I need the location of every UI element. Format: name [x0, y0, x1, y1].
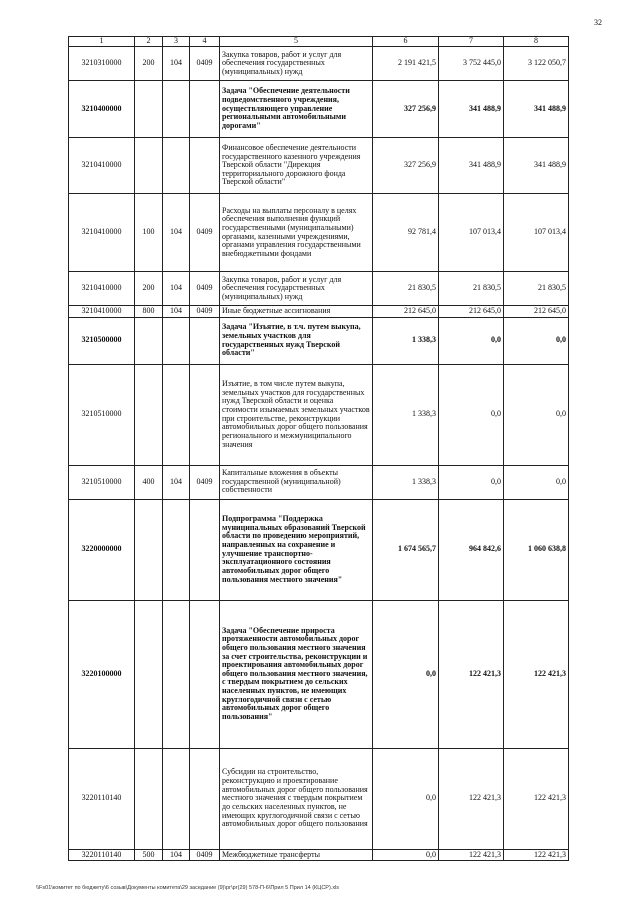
amount-year2-cell: 122 421,3 — [439, 849, 504, 861]
amount-year1-cell: 0,0 — [373, 600, 439, 748]
subsection-cell — [190, 600, 220, 748]
header-cell: 7 — [439, 37, 504, 47]
table-row — [69, 306, 569, 318]
amount-year3-cell: 212 645,0 — [504, 306, 569, 318]
amount-year3-cell: 1 060 638,8 — [504, 499, 569, 600]
expense-type-cell — [135, 499, 163, 600]
header-cell: 2 — [135, 37, 163, 47]
section-cell: 104 — [163, 194, 190, 272]
table-row — [69, 194, 569, 272]
code-cell: 3210500000 — [69, 317, 135, 364]
expense-type-cell: 200 — [135, 272, 163, 306]
expense-type-cell: 200 — [135, 47, 163, 81]
section-cell — [163, 81, 190, 138]
amount-year1-cell: 21 830,5 — [373, 272, 439, 306]
expense-type-cell — [135, 138, 163, 194]
code-cell: 3210410000 — [69, 272, 135, 306]
amount-year1-cell: 1 338,3 — [373, 465, 439, 499]
code-cell: 3210400000 — [69, 81, 135, 138]
code-cell: 3210410000 — [69, 306, 135, 318]
table-row — [69, 138, 569, 194]
amount-year1-cell: 1 338,3 — [373, 317, 439, 364]
description-cell: Задача "Обеспечение деятельности подведомственного учреждения, осуществляющего управление региональными автомобильными дорогами" — [220, 81, 373, 138]
expense-type-cell: 800 — [135, 306, 163, 318]
section-cell — [163, 499, 190, 600]
amount-year1-cell: 1 674 565,7 — [373, 499, 439, 600]
amount-year1-cell: 92 781,4 — [373, 194, 439, 272]
amount-year3-cell: 0,0 — [504, 317, 569, 364]
section-cell — [163, 748, 190, 849]
code-cell: 3220110140 — [69, 748, 135, 849]
amount-year2-cell: 21 830,5 — [439, 272, 504, 306]
description-cell: Расходы на выплаты персоналу в целях обеспечения выполнения функций государственными (муниципальными) органами, казенными учреждениями, органами управления государственными внебюджетными фондами — [220, 194, 373, 272]
description-cell: Финансовое обеспечение деятельности государственного казенного учреждения Тверской области "Дирекция территориального дорожного фонда Тверской области" — [220, 138, 373, 194]
expense-type-cell — [135, 317, 163, 364]
subsection-cell — [190, 499, 220, 600]
amount-year2-cell: 122 421,3 — [439, 748, 504, 849]
table-row — [69, 47, 569, 81]
code-cell: 3210510000 — [69, 364, 135, 465]
subsection-cell: 0409 — [190, 272, 220, 306]
description-cell: Задача "Изъятие, в т.ч. путем выкупа, земельных участков для государственных нужд Тверской области" — [220, 317, 373, 364]
amount-year2-cell: 107 013,4 — [439, 194, 504, 272]
amount-year2-cell: 3 752 445,0 — [439, 47, 504, 81]
code-cell: 3210410000 — [69, 194, 135, 272]
amount-year2-cell: 964 842,6 — [439, 499, 504, 600]
table-row — [69, 849, 569, 861]
description-cell: Субсидии на строительство, реконструкцию и проектирование автомобильных дорог общего пользования местного значения с твердым покрытием до сельских населенных пунктов, не имеющих круглогодичной связи с сетью автомобильных дорог общего пользования — [220, 748, 373, 849]
amount-year3-cell: 341 488,9 — [504, 81, 569, 138]
section-cell — [163, 600, 190, 748]
table-row — [69, 465, 569, 499]
amount-year2-cell: 0,0 — [439, 465, 504, 499]
code-cell: 3220110140 — [69, 849, 135, 861]
amount-year3-cell: 3 122 050,7 — [504, 47, 569, 81]
section-cell: 104 — [163, 306, 190, 318]
description-cell: Подпрограмма "Поддержка муниципальных образований Тверской области по проведению мероприятий, направленных на сохранение и улучшение транспортно-эксплуатационного состояния автомобильных дорог общего пользования местного значения" — [220, 499, 373, 600]
subsection-cell: 0409 — [190, 194, 220, 272]
subsection-cell — [190, 748, 220, 849]
header-cell: 5 — [220, 37, 373, 47]
amount-year3-cell: 122 421,3 — [504, 600, 569, 748]
expense-type-cell — [135, 600, 163, 748]
code-cell: 3220100000 — [69, 600, 135, 748]
table-row — [69, 600, 569, 748]
subsection-cell: 0409 — [190, 47, 220, 81]
table-row — [69, 748, 569, 849]
amount-year1-cell: 0,0 — [373, 849, 439, 861]
description-cell: Задача "Обеспечение прироста протяженности автомобильных дорог общего пользования местного значения за счет строительства, реконструкции и проектирования автомобильных дорог общего пользования местного значения, с твердым покрытием до сельских населенных пунктов, не имеющих круглогодичной связи с сетью автомобильных дорог общего пользования" — [220, 600, 373, 748]
amount-year1-cell: 327 256,9 — [373, 138, 439, 194]
amount-year3-cell: 341 488,9 — [504, 138, 569, 194]
code-cell: 3220000000 — [69, 499, 135, 600]
amount-year1-cell: 2 191 421,5 — [373, 47, 439, 81]
amount-year3-cell: 122 421,3 — [504, 748, 569, 849]
section-cell: 104 — [163, 465, 190, 499]
section-cell — [163, 364, 190, 465]
amount-year1-cell: 1 338,3 — [373, 364, 439, 465]
description-cell: Закупка товаров, работ и услуг для обеспечения государственных (муниципальных) нужд — [220, 47, 373, 81]
table-row — [69, 364, 569, 465]
amount-year3-cell: 122 421,3 — [504, 849, 569, 861]
subsection-cell — [190, 138, 220, 194]
code-cell: 3210410000 — [69, 138, 135, 194]
header-cell: 1 — [69, 37, 135, 47]
code-cell: 3210310000 — [69, 47, 135, 81]
header-cell: 8 — [504, 37, 569, 47]
amount-year2-cell: 341 488,9 — [439, 81, 504, 138]
amount-year3-cell: 0,0 — [504, 465, 569, 499]
amount-year2-cell: 212 645,0 — [439, 306, 504, 318]
table-row — [69, 81, 569, 138]
subsection-cell: 0409 — [190, 465, 220, 499]
budget-table — [68, 36, 569, 861]
amount-year3-cell: 21 830,5 — [504, 272, 569, 306]
section-cell — [163, 317, 190, 364]
file-path-footer: \\Fs01\комитет по бюджету\6 созыв\Документы комитета\29 заседание (9)\рг\рг(29) 578-П-6\Прил 5 Прил 14 (КЦСР).xls — [36, 885, 340, 891]
amount-year2-cell: 0,0 — [439, 317, 504, 364]
amount-year3-cell: 0,0 — [504, 364, 569, 465]
subsection-cell: 0409 — [190, 306, 220, 318]
section-cell — [163, 138, 190, 194]
amount-year1-cell: 0,0 — [373, 748, 439, 849]
code-cell: 3210510000 — [69, 465, 135, 499]
table-row — [69, 272, 569, 306]
description-cell: Изъятие, в том числе путем выкупа, земельных участков для государственных нужд Тверской области и оценка стоимости изымаемых земельных участков при строительстве, реконструкции автомобильных дорог общего пользования регионального и межмуниципального значения — [220, 364, 373, 465]
expense-type-cell: 500 — [135, 849, 163, 861]
expense-type-cell — [135, 81, 163, 138]
amount-year3-cell: 107 013,4 — [504, 194, 569, 272]
section-cell: 104 — [163, 849, 190, 861]
table-row — [69, 317, 569, 364]
expense-type-cell: 400 — [135, 465, 163, 499]
description-cell: Закупка товаров, работ и услуг для обеспечения государственных (муниципальных) нужд — [220, 272, 373, 306]
page-number: 32 — [594, 18, 602, 27]
section-cell: 104 — [163, 272, 190, 306]
subsection-cell — [190, 317, 220, 364]
expense-type-cell: 100 — [135, 194, 163, 272]
amount-year2-cell: 0,0 — [439, 364, 504, 465]
header-cell: 4 — [190, 37, 220, 47]
section-cell: 104 — [163, 47, 190, 81]
description-cell: Межбюджетные трансферты — [220, 849, 373, 861]
amount-year2-cell: 122 421,3 — [439, 600, 504, 748]
amount-year1-cell: 327 256,9 — [373, 81, 439, 138]
expense-type-cell — [135, 748, 163, 849]
amount-year1-cell: 212 645,0 — [373, 306, 439, 318]
subsection-cell — [190, 81, 220, 138]
header-row — [69, 37, 569, 47]
table-row — [69, 499, 569, 600]
subsection-cell: 0409 — [190, 849, 220, 861]
header-cell: 6 — [373, 37, 439, 47]
amount-year2-cell: 341 488,9 — [439, 138, 504, 194]
description-cell: Капитальные вложения в объекты государственной (муниципальной) собственности — [220, 465, 373, 499]
header-cell: 3 — [163, 37, 190, 47]
expense-type-cell — [135, 364, 163, 465]
description-cell: Иные бюджетные ассигнования — [220, 306, 373, 318]
subsection-cell — [190, 364, 220, 465]
